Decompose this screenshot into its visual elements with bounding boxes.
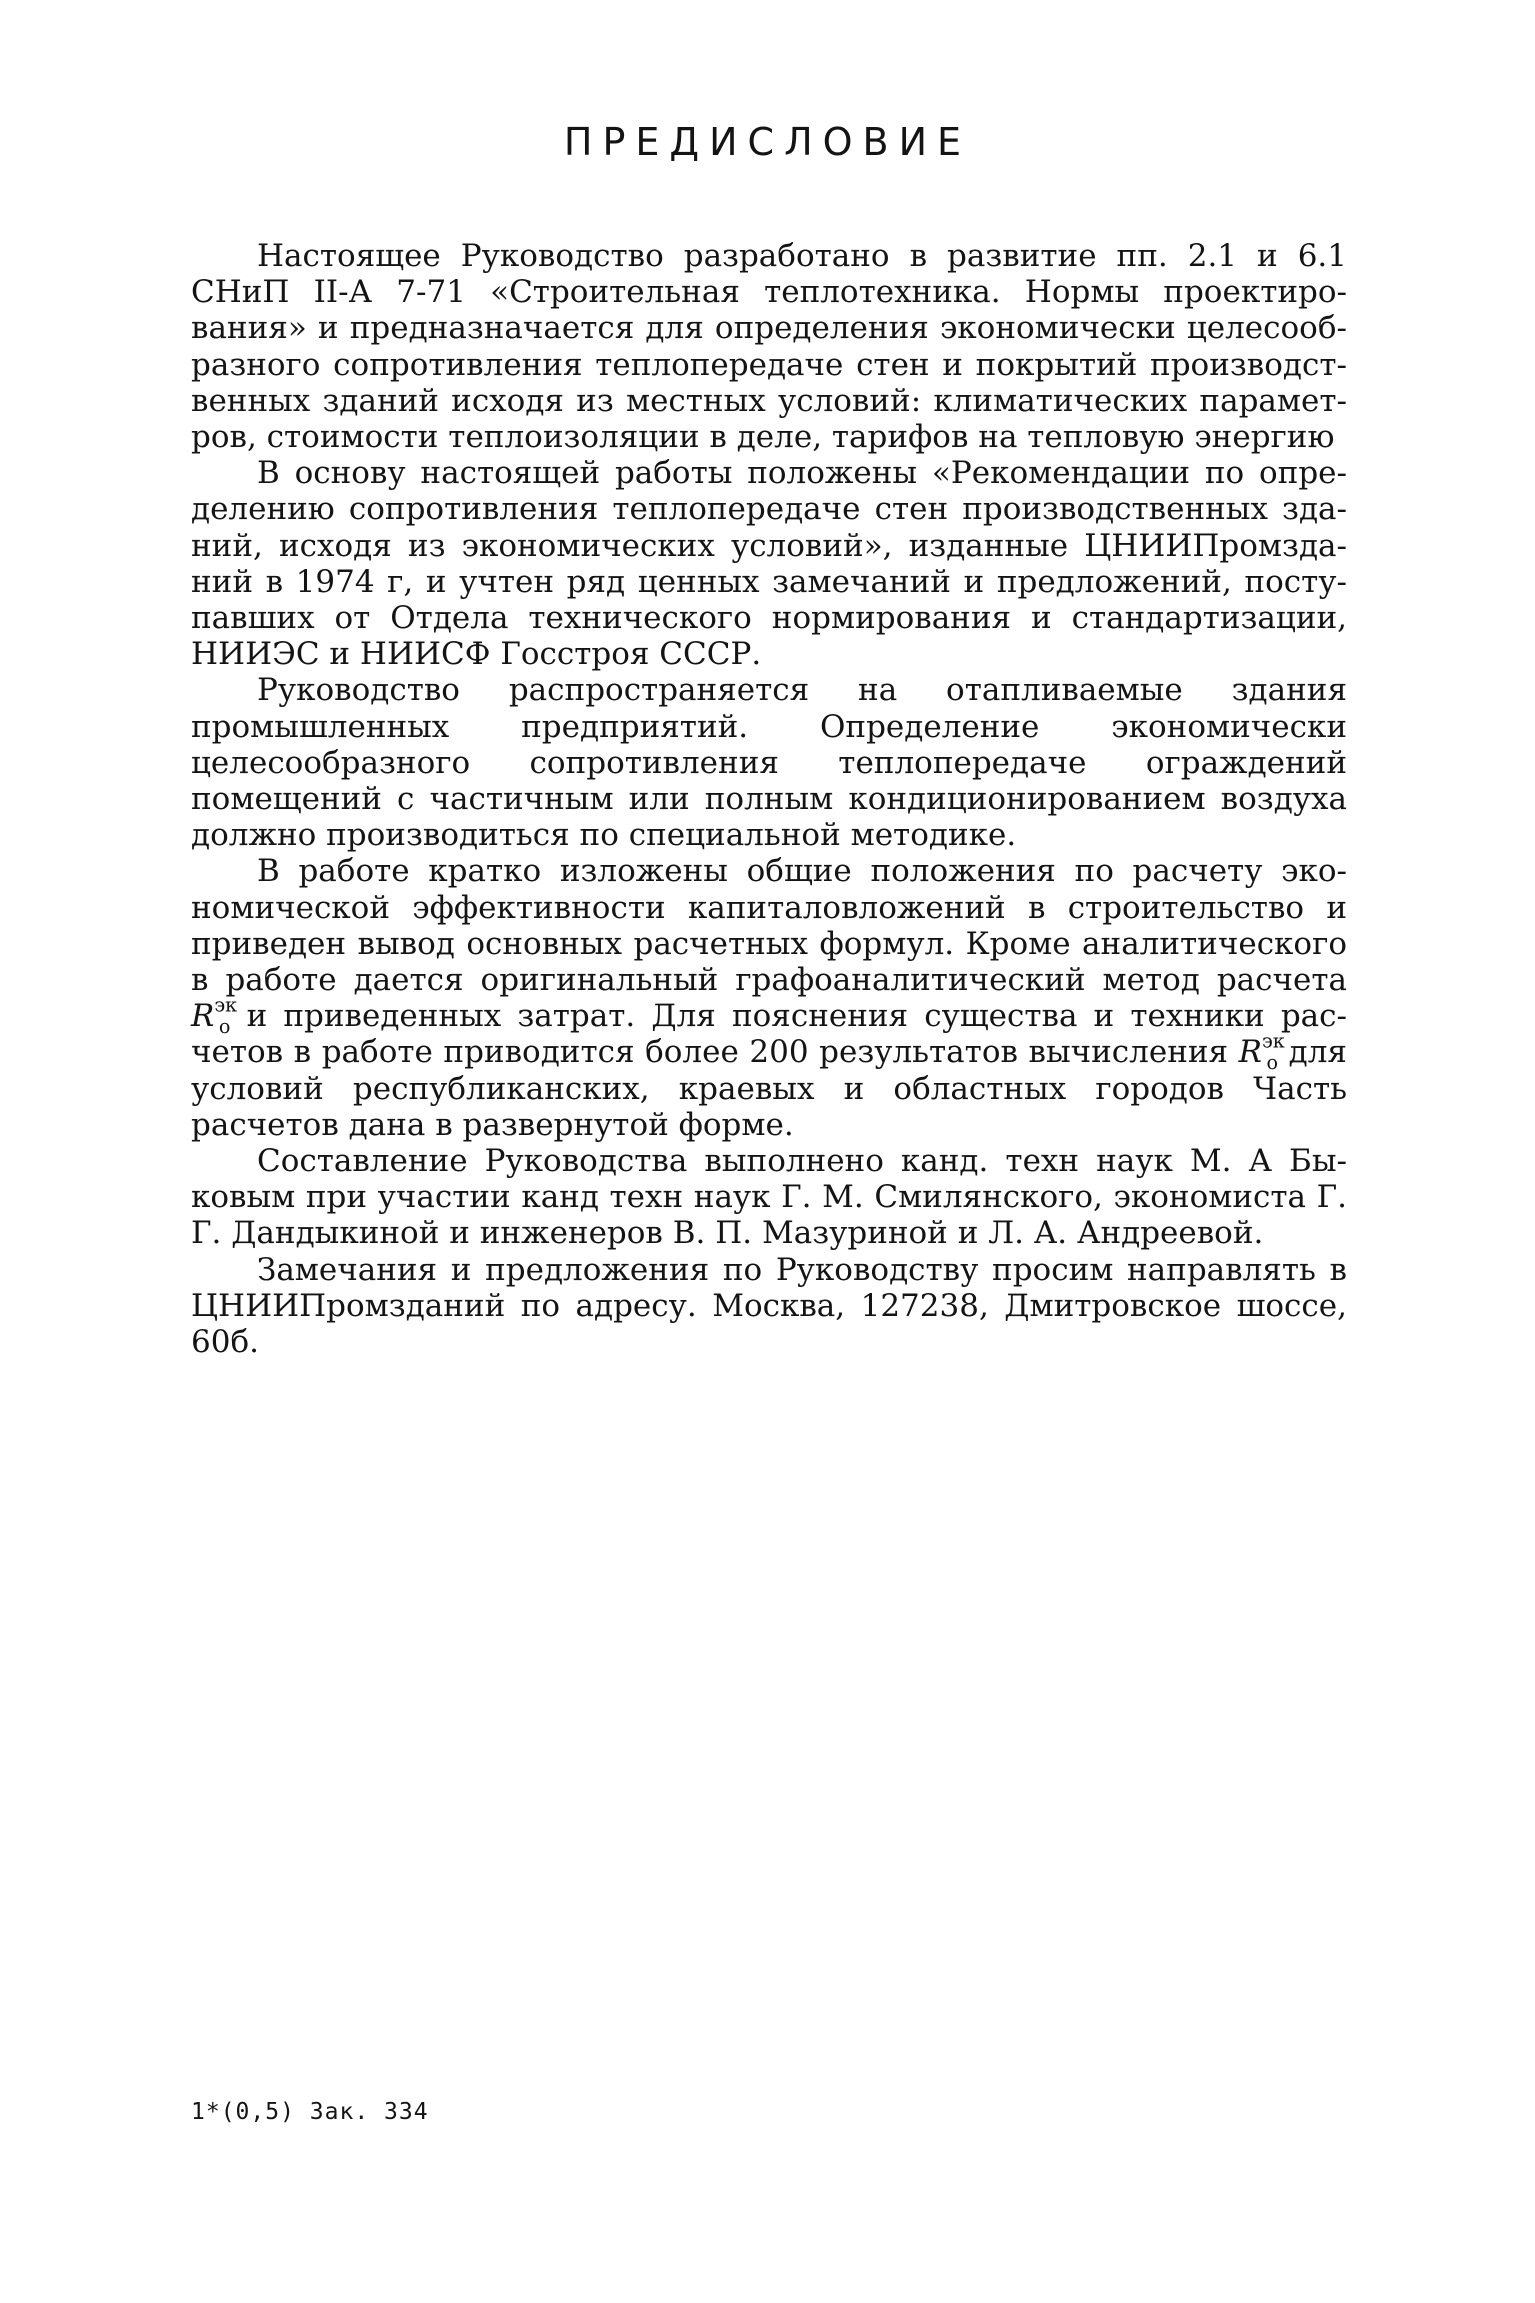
print-order-mark: 1*(0,5) Зак. 334: [191, 2099, 429, 2125]
paragraph-method-part2: и приведенных затрат. Для пояснения существа и техники расчетов в работе приводится более 200 результатов вычисления: [191, 998, 1347, 1071]
paragraph-method-part3: для условий республиканских, краевых и областных городов Часть расчетов дана в развернутой форме.: [191, 1034, 1347, 1143]
paragraph-method-part1: В работе кратко изложены общие положения по расчету экономической эффективности капиталовложений в строительство и приведен вывод основных расчетных формул. Кроме аналитического в работе дается оригинальный графоаналитический метод расчета: [191, 853, 1347, 999]
formula-base: R: [191, 998, 215, 1035]
paragraph-purpose: Настоящее Руководство разработано в развитие пп. 2.1 и 6.1 СНиП II-А 7-71 «Строительная теплотехника. Нормы проектирования» и предназначается для определения экономически целесообразного сопротивления теплопередаче стен и покрытий производственных зданий исходя из местных условий: климатических параметров, стоимости теплоизоляции в деле, тарифов на тепловую энергию: [191, 238, 1347, 456]
paragraph-scope: Руководство распространяется на отапливаемые здания промышленных предприятий. Определение экономически целесообразного сопротивления теплопередаче ограждений помещений с частичным или полным кондиционированием воздуха должно производиться по специальной методике.: [191, 672, 1347, 854]
paragraph-authors: Составление Руководства выполнено канд. техн наук М. А Быковым при участии канд техн наук Г. М. Смилянского, экономиста Г. Г. Дандыкиной и инженеров В. П. Мазуриной и Л. А. Андреевой.: [191, 1143, 1347, 1252]
formula-r0-ek-2: [1238, 1030, 1285, 1075]
formula-subscript: о: [218, 1014, 231, 1038]
preface-body: [191, 238, 1347, 1360]
formula-superscript: эк: [214, 993, 238, 1017]
page-title: ПРЕДИСЛОВИЕ: [563, 120, 972, 164]
formula-subscript-2: о: [1266, 1051, 1279, 1075]
formula-r0-ek: [191, 993, 238, 1038]
paragraph-contact: Замечания и предложения по Руководству просим направлять в ЦНИИПромзданий по адресу. Москва, 127238, Дмитровское шоссе, 60б.: [191, 1251, 1347, 1361]
paragraph-basis: В основу настоящей работы положены «Рекомендации по определению сопротивления теплопередаче стен производственных зданий, исходя из экономических условий», изданные ЦНИИПромзданий в 1974 г, и учтен ряд ценных замечаний и предложений, поступавших от Отдела технического нормирования и стандартизации, НИИЭС и НИИСФ Госстроя СССР.: [191, 455, 1347, 673]
formula-superscript-2: эк: [1262, 1030, 1285, 1054]
formula-base-2: R: [1238, 1034, 1262, 1071]
paragraph-method: [191, 853, 1347, 1143]
